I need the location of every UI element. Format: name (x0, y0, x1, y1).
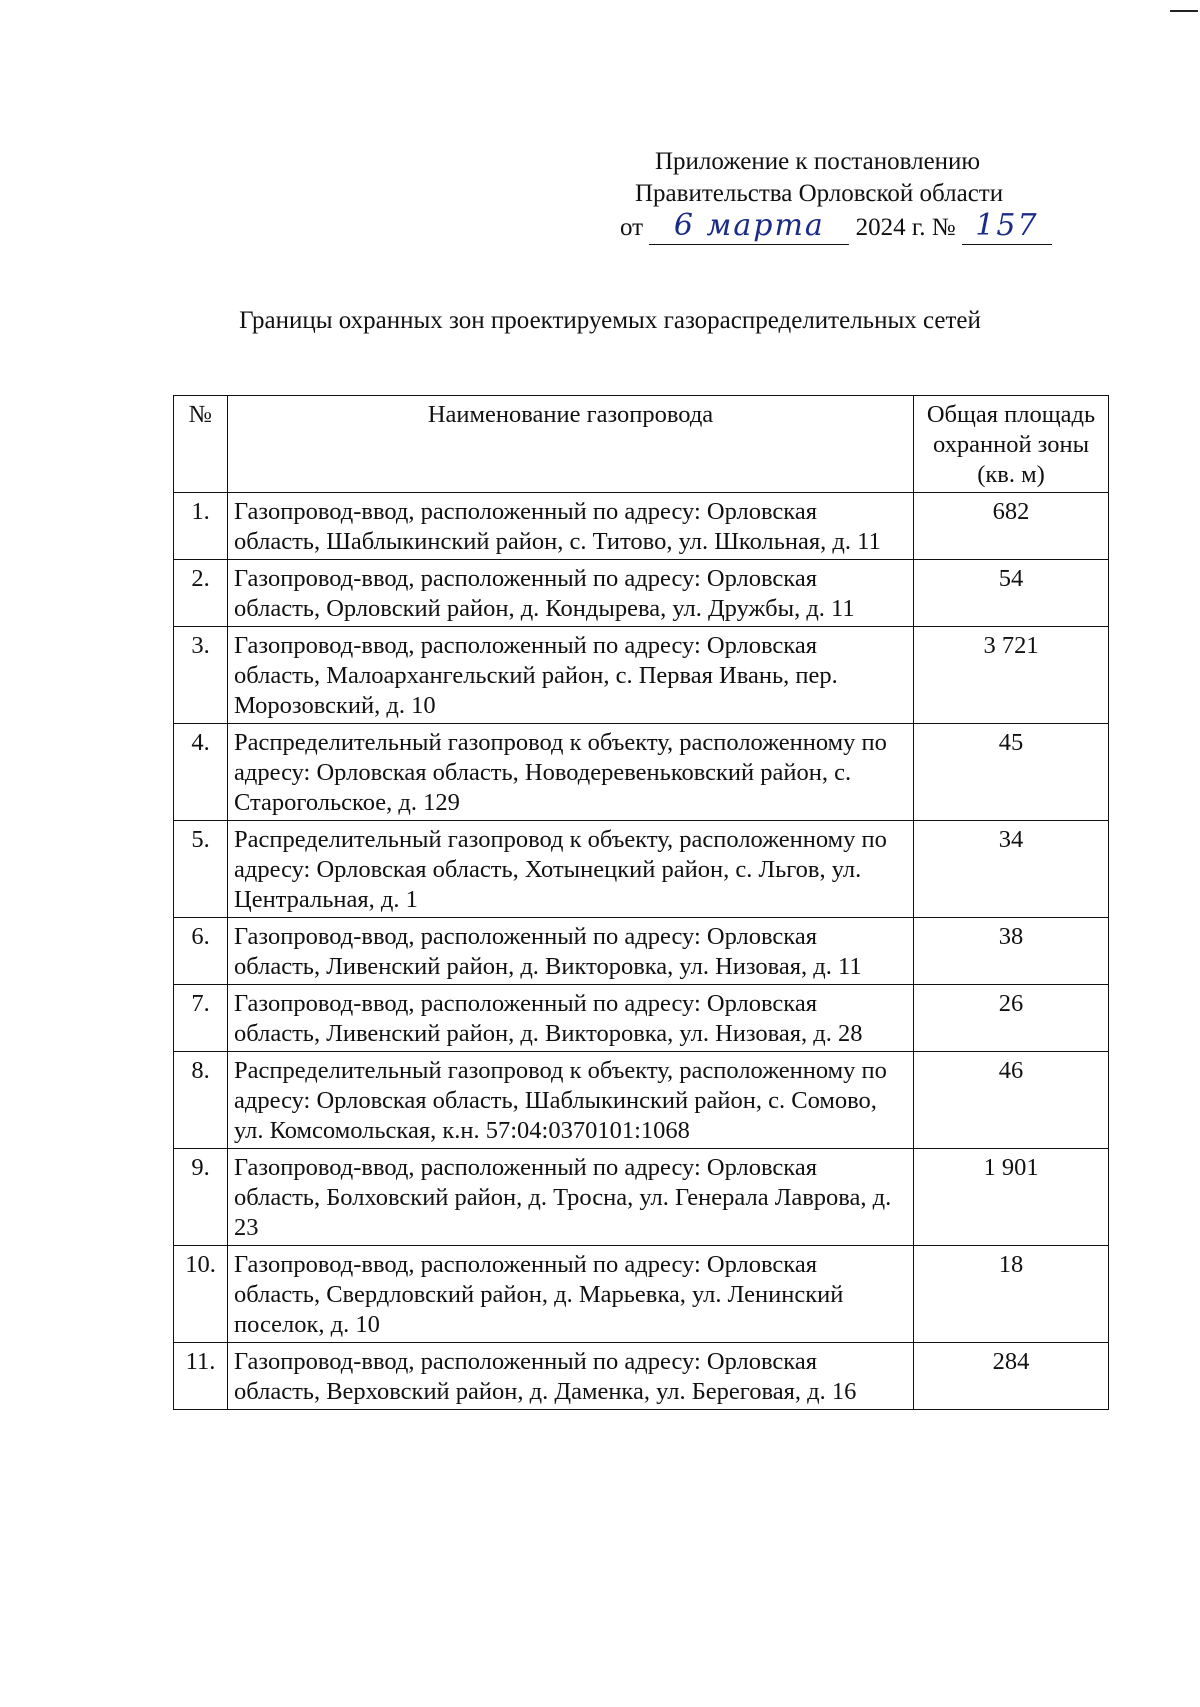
row-number: 7. (174, 985, 228, 1052)
zone-area: 54 (914, 560, 1109, 627)
row-number: 4. (174, 724, 228, 821)
table-row (174, 1246, 1109, 1343)
row-number: 6. (174, 918, 228, 985)
header-number: № (174, 396, 228, 493)
table-row (174, 560, 1109, 627)
zone-area: 682 (914, 493, 1109, 560)
table-row (174, 985, 1109, 1052)
zone-area: 38 (914, 918, 1109, 985)
zone-area: 1 901 (914, 1149, 1109, 1246)
table-header-row (174, 396, 1109, 493)
row-number: 10. (174, 1246, 228, 1343)
row-number: 1. (174, 493, 228, 560)
pipeline-name: Газопровод-ввод, расположенный по адресу: Орловская область, Ливенский район, д. Викторовка, ул. Низовая, д. 28 (228, 985, 914, 1052)
table-row (174, 821, 1109, 918)
annex-line-2: Правительства Орловской области (635, 180, 1004, 207)
pipeline-name: Газопровод-ввод, расположенный по адресу: Орловская область, Малоархангельский район, с. Первая Ивань, пер. Морозовский, д. 10 (228, 627, 914, 724)
table-row (174, 1052, 1109, 1149)
table-row (174, 493, 1109, 560)
handwritten-date: 6 марта (673, 208, 825, 243)
pipeline-name: Распределительный газопровод к объекту, расположенному по адресу: Орловская область, Шаблыкинский район, с. Сомово, ул. Комсомольская, к.н. 57:04:0370101:1068 (228, 1052, 914, 1149)
number-blank (962, 210, 1052, 245)
zone-area: 34 (914, 821, 1109, 918)
pipeline-name: Газопровод-ввод, расположенный по адресу: Орловская область, Ливенский район, д. Викторовка, ул. Низовая, д. 11 (228, 918, 914, 985)
row-number: 9. (174, 1149, 228, 1246)
handwritten-number: 157 (975, 208, 1039, 243)
document-title: Границы охранных зон проектируемых газораспределительных сетей (239, 307, 981, 334)
row-number: 2. (174, 560, 228, 627)
annex-line-1: Приложение к постановлению (655, 148, 981, 175)
row-number: 8. (174, 1052, 228, 1149)
corner-mark (1170, 10, 1198, 12)
table-row (174, 918, 1109, 985)
pipeline-name: Распределительный газопровод к объекту, расположенному по адресу: Орловская область, Хотынецкий район, с. Льгов, ул. Центральная, д. 1 (228, 821, 914, 918)
year-text: 2024 г. № (855, 214, 956, 241)
zone-area: 3 721 (914, 627, 1109, 724)
header-area: Общая площадь охранной зоны (кв. м) (914, 396, 1109, 493)
row-number: 5. (174, 821, 228, 918)
header-name: Наименование газопровода (228, 396, 914, 493)
zone-area: 284 (914, 1343, 1109, 1410)
zone-area: 45 (914, 724, 1109, 821)
pipeline-name: Газопровод-ввод, расположенный по адресу: Орловская область, Верховский район, д. Даменка, ул. Береговая, д. 16 (228, 1343, 914, 1410)
pipeline-name: Газопровод-ввод, расположенный по адресу: Орловская область, Болховский район, д. Тросна, ул. Генерала Лаврова, д. 23 (228, 1149, 914, 1246)
zone-area: 26 (914, 985, 1109, 1052)
annex-header (620, 146, 1115, 245)
annex-date-line (620, 210, 1115, 245)
date-prefix: от (620, 214, 644, 241)
table-row (174, 1343, 1109, 1410)
table-row (174, 627, 1109, 724)
row-number: 3. (174, 627, 228, 724)
pipeline-name: Газопровод-ввод, расположенный по адресу: Орловская область, Орловский район, д. Кондырева, ул. Дружбы, д. 11 (228, 560, 914, 627)
zones-table (173, 395, 1109, 1410)
date-blank (649, 210, 849, 245)
pipeline-name: Газопровод-ввод, расположенный по адресу: Орловская область, Свердловский район, д. Марьевка, ул. Ленинский поселок, д. 10 (228, 1246, 914, 1343)
row-number: 11. (174, 1343, 228, 1410)
zone-area: 46 (914, 1052, 1109, 1149)
pipeline-name: Газопровод-ввод, расположенный по адресу: Орловская область, Шаблыкинский район, с. Титово, ул. Школьная, д. 11 (228, 493, 914, 560)
pipeline-name: Распределительный газопровод к объекту, расположенному по адресу: Орловская область, Новодеревеньковский район, с. Старогольское, д. 129 (228, 724, 914, 821)
zone-area: 18 (914, 1246, 1109, 1343)
table-row (174, 724, 1109, 821)
table-row (174, 1149, 1109, 1246)
